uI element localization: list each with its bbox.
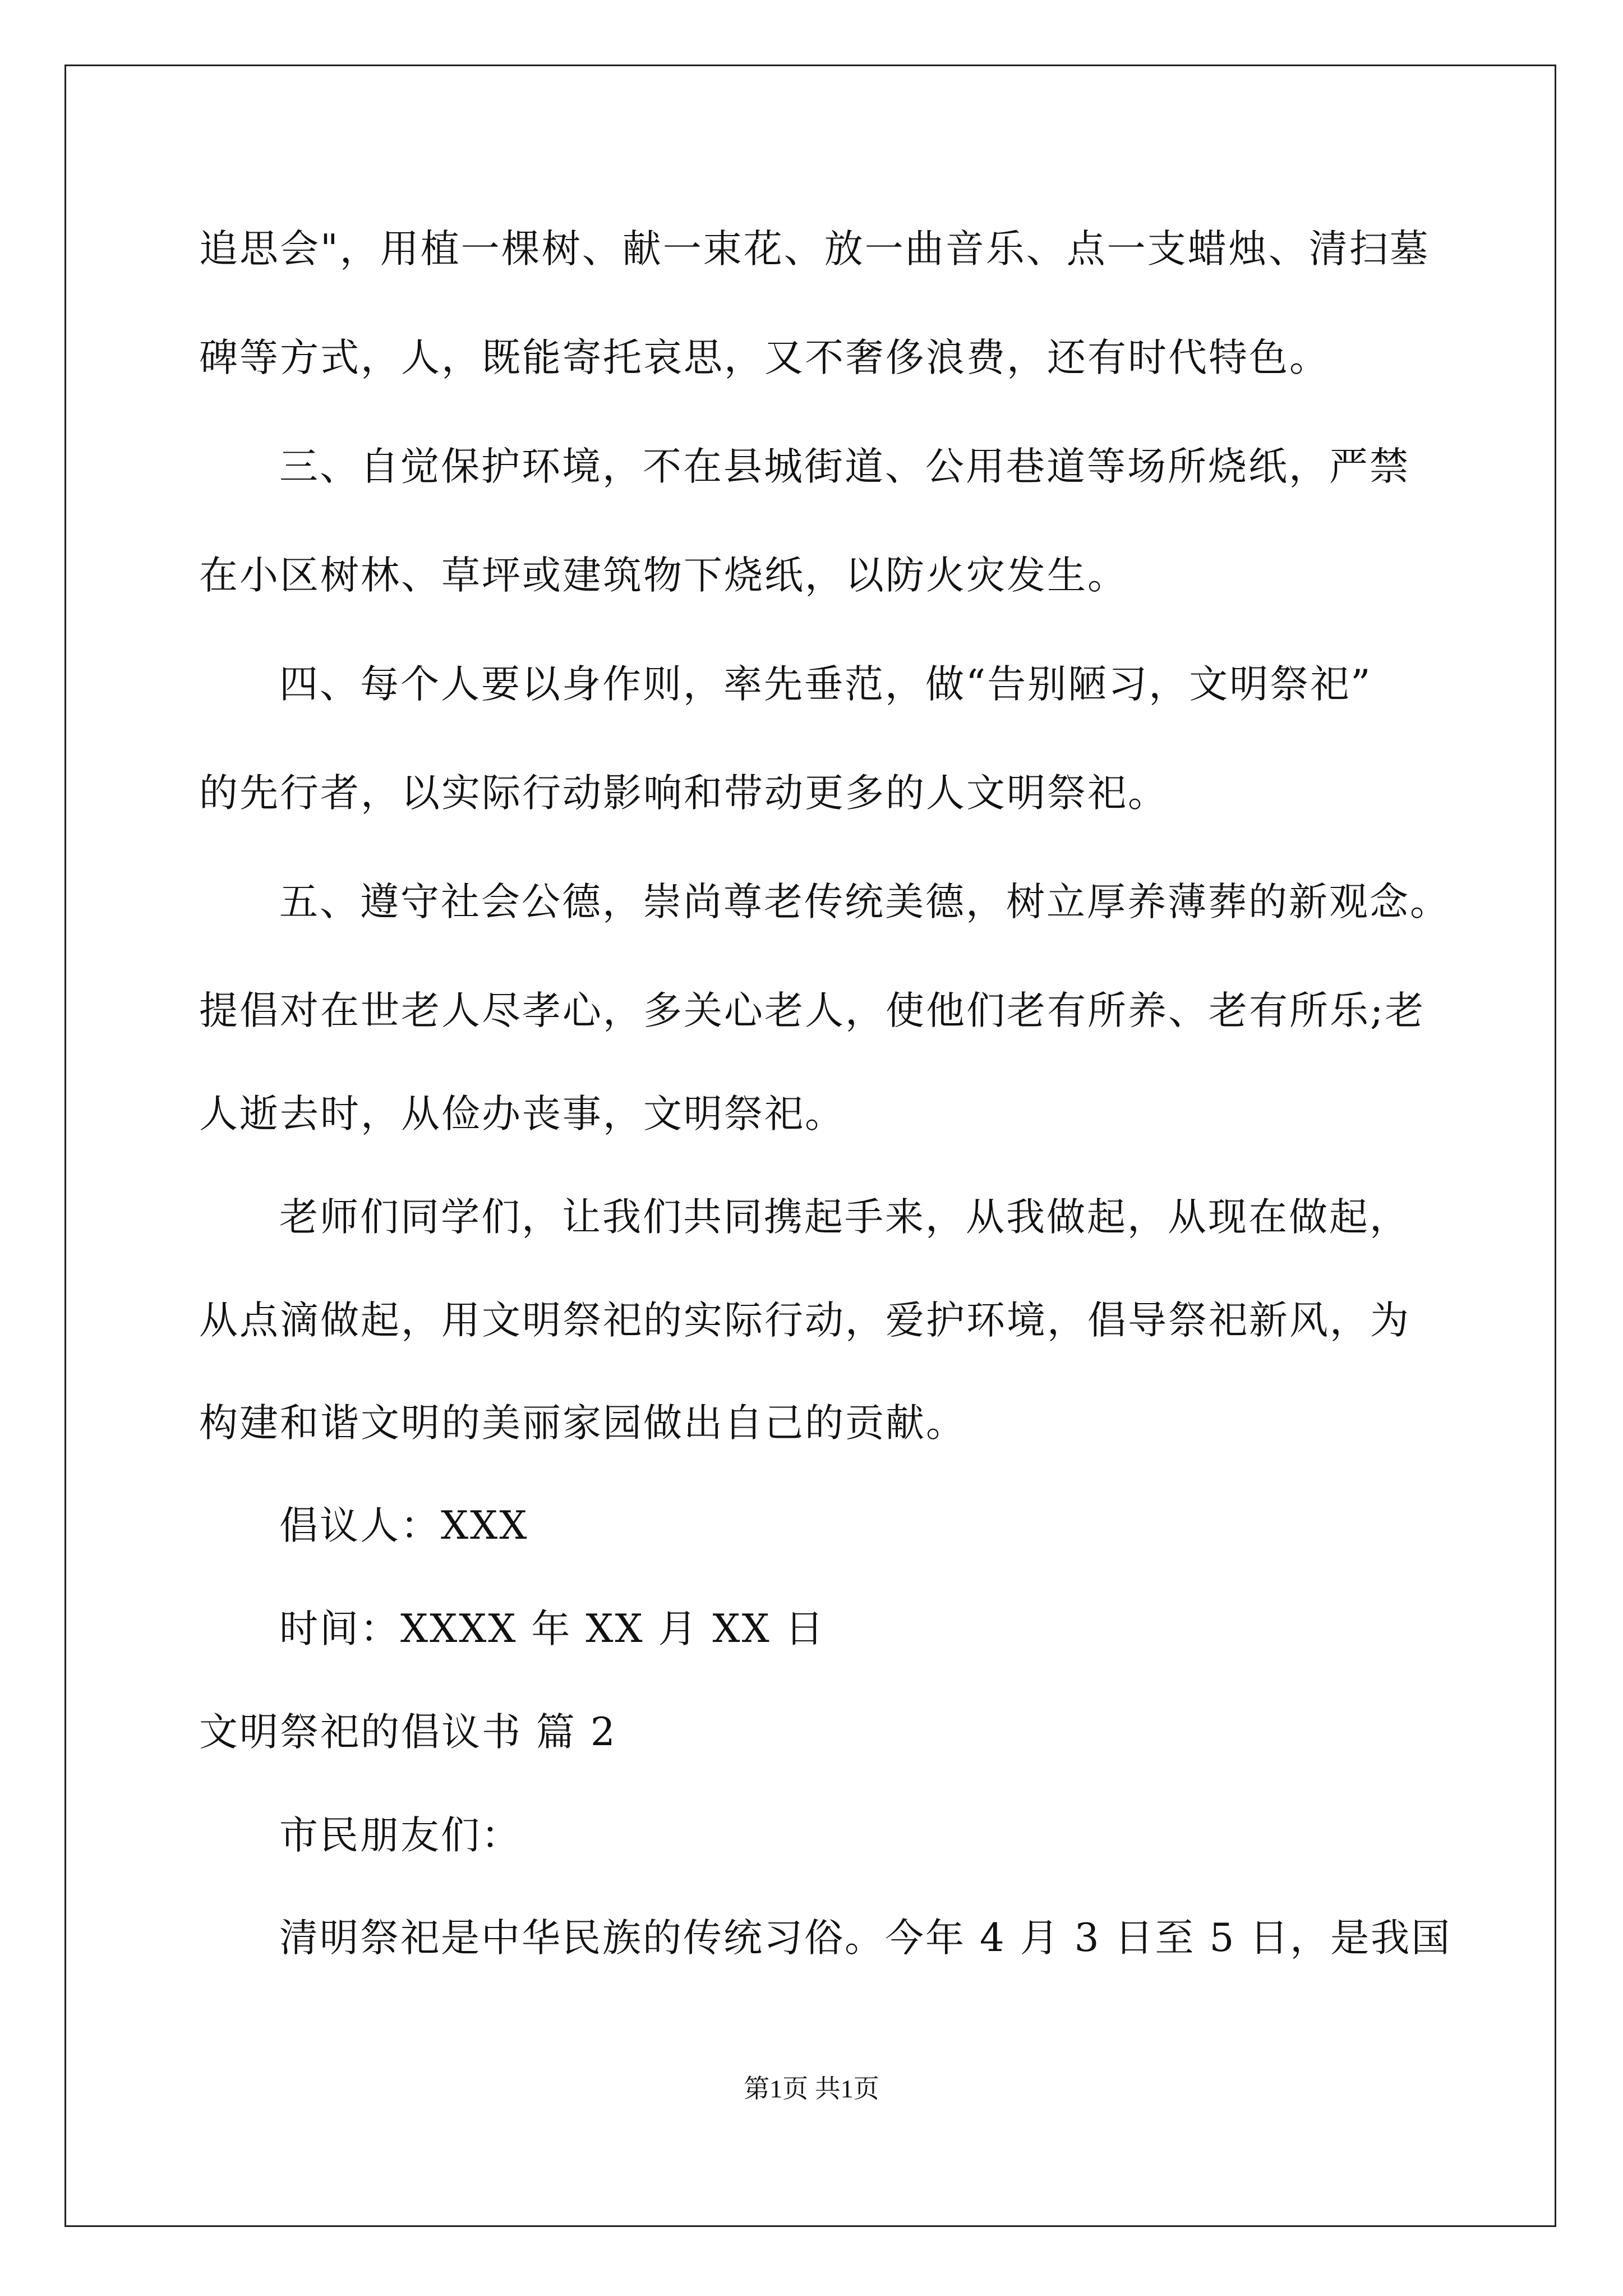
paragraph-line-2: 碑等方式，人，既能寄托哀思，又不奢侈浪费，还有时代特色。	[199, 335, 1330, 380]
salutation-line: 市民朋友们：	[279, 1813, 522, 1858]
date-line: 时间：XXXX 年 XX 月 XX 日	[279, 1607, 826, 1651]
proposer-line: 倡议人：XXX	[279, 1503, 529, 1548]
paragraph-line-11: 从点滴做起，用文明祭祀的实际行动，爱护环境，倡导祭祀新风，为	[199, 1298, 1410, 1343]
paragraph-line-6: 的先行者，以实际行动影响和带动更多的人文明祭祀。	[199, 771, 1168, 816]
paragraph-line-5: 四、每个人要以身作则，率先垂范，做“告别陋习，文明祭祀”	[279, 662, 1372, 707]
paragraph-line-3: 三、自觉保护环境，不在县城街道、公用巷道等场所烧纸，严禁	[279, 444, 1410, 489]
paragraph-line-17: 清明祭祀是中华民族的传统习俗。今年 4 月 3 日至 5 日，是我国	[279, 1916, 1452, 1961]
paragraph-line-7: 五、遵守社会公德，崇尚尊老传统美德，树立厚养薄葬的新观念。	[279, 880, 1450, 924]
section-heading: 文明祭祀的倡议书 篇 2	[199, 1710, 617, 1755]
page-border	[64, 65, 1556, 2227]
paragraph-line-4: 在小区树林、草坪或建筑物下烧纸，以防火灾发生。	[199, 553, 1128, 598]
paragraph-line-9: 人逝去时，从俭办丧事，文明祭祀。	[199, 1092, 845, 1137]
paragraph-line-8: 提倡对在世老人尽孝心，多关心老人，使他们老有所养、老有所乐;老	[199, 988, 1426, 1033]
paragraph-line-1: 追思会"，用植一棵树、献一束花、放一曲音乐、点一支蜡烛、清扫墓	[199, 227, 1430, 272]
paragraph-line-10: 老师们同学们，让我们共同携起手来，从我做起，从现在做起，	[279, 1195, 1410, 1240]
page-number-footer: 第1页 共1页	[744, 2074, 879, 2103]
paragraph-line-12: 构建和谐文明的美丽家园做出自己的贡献。	[199, 1401, 966, 1446]
